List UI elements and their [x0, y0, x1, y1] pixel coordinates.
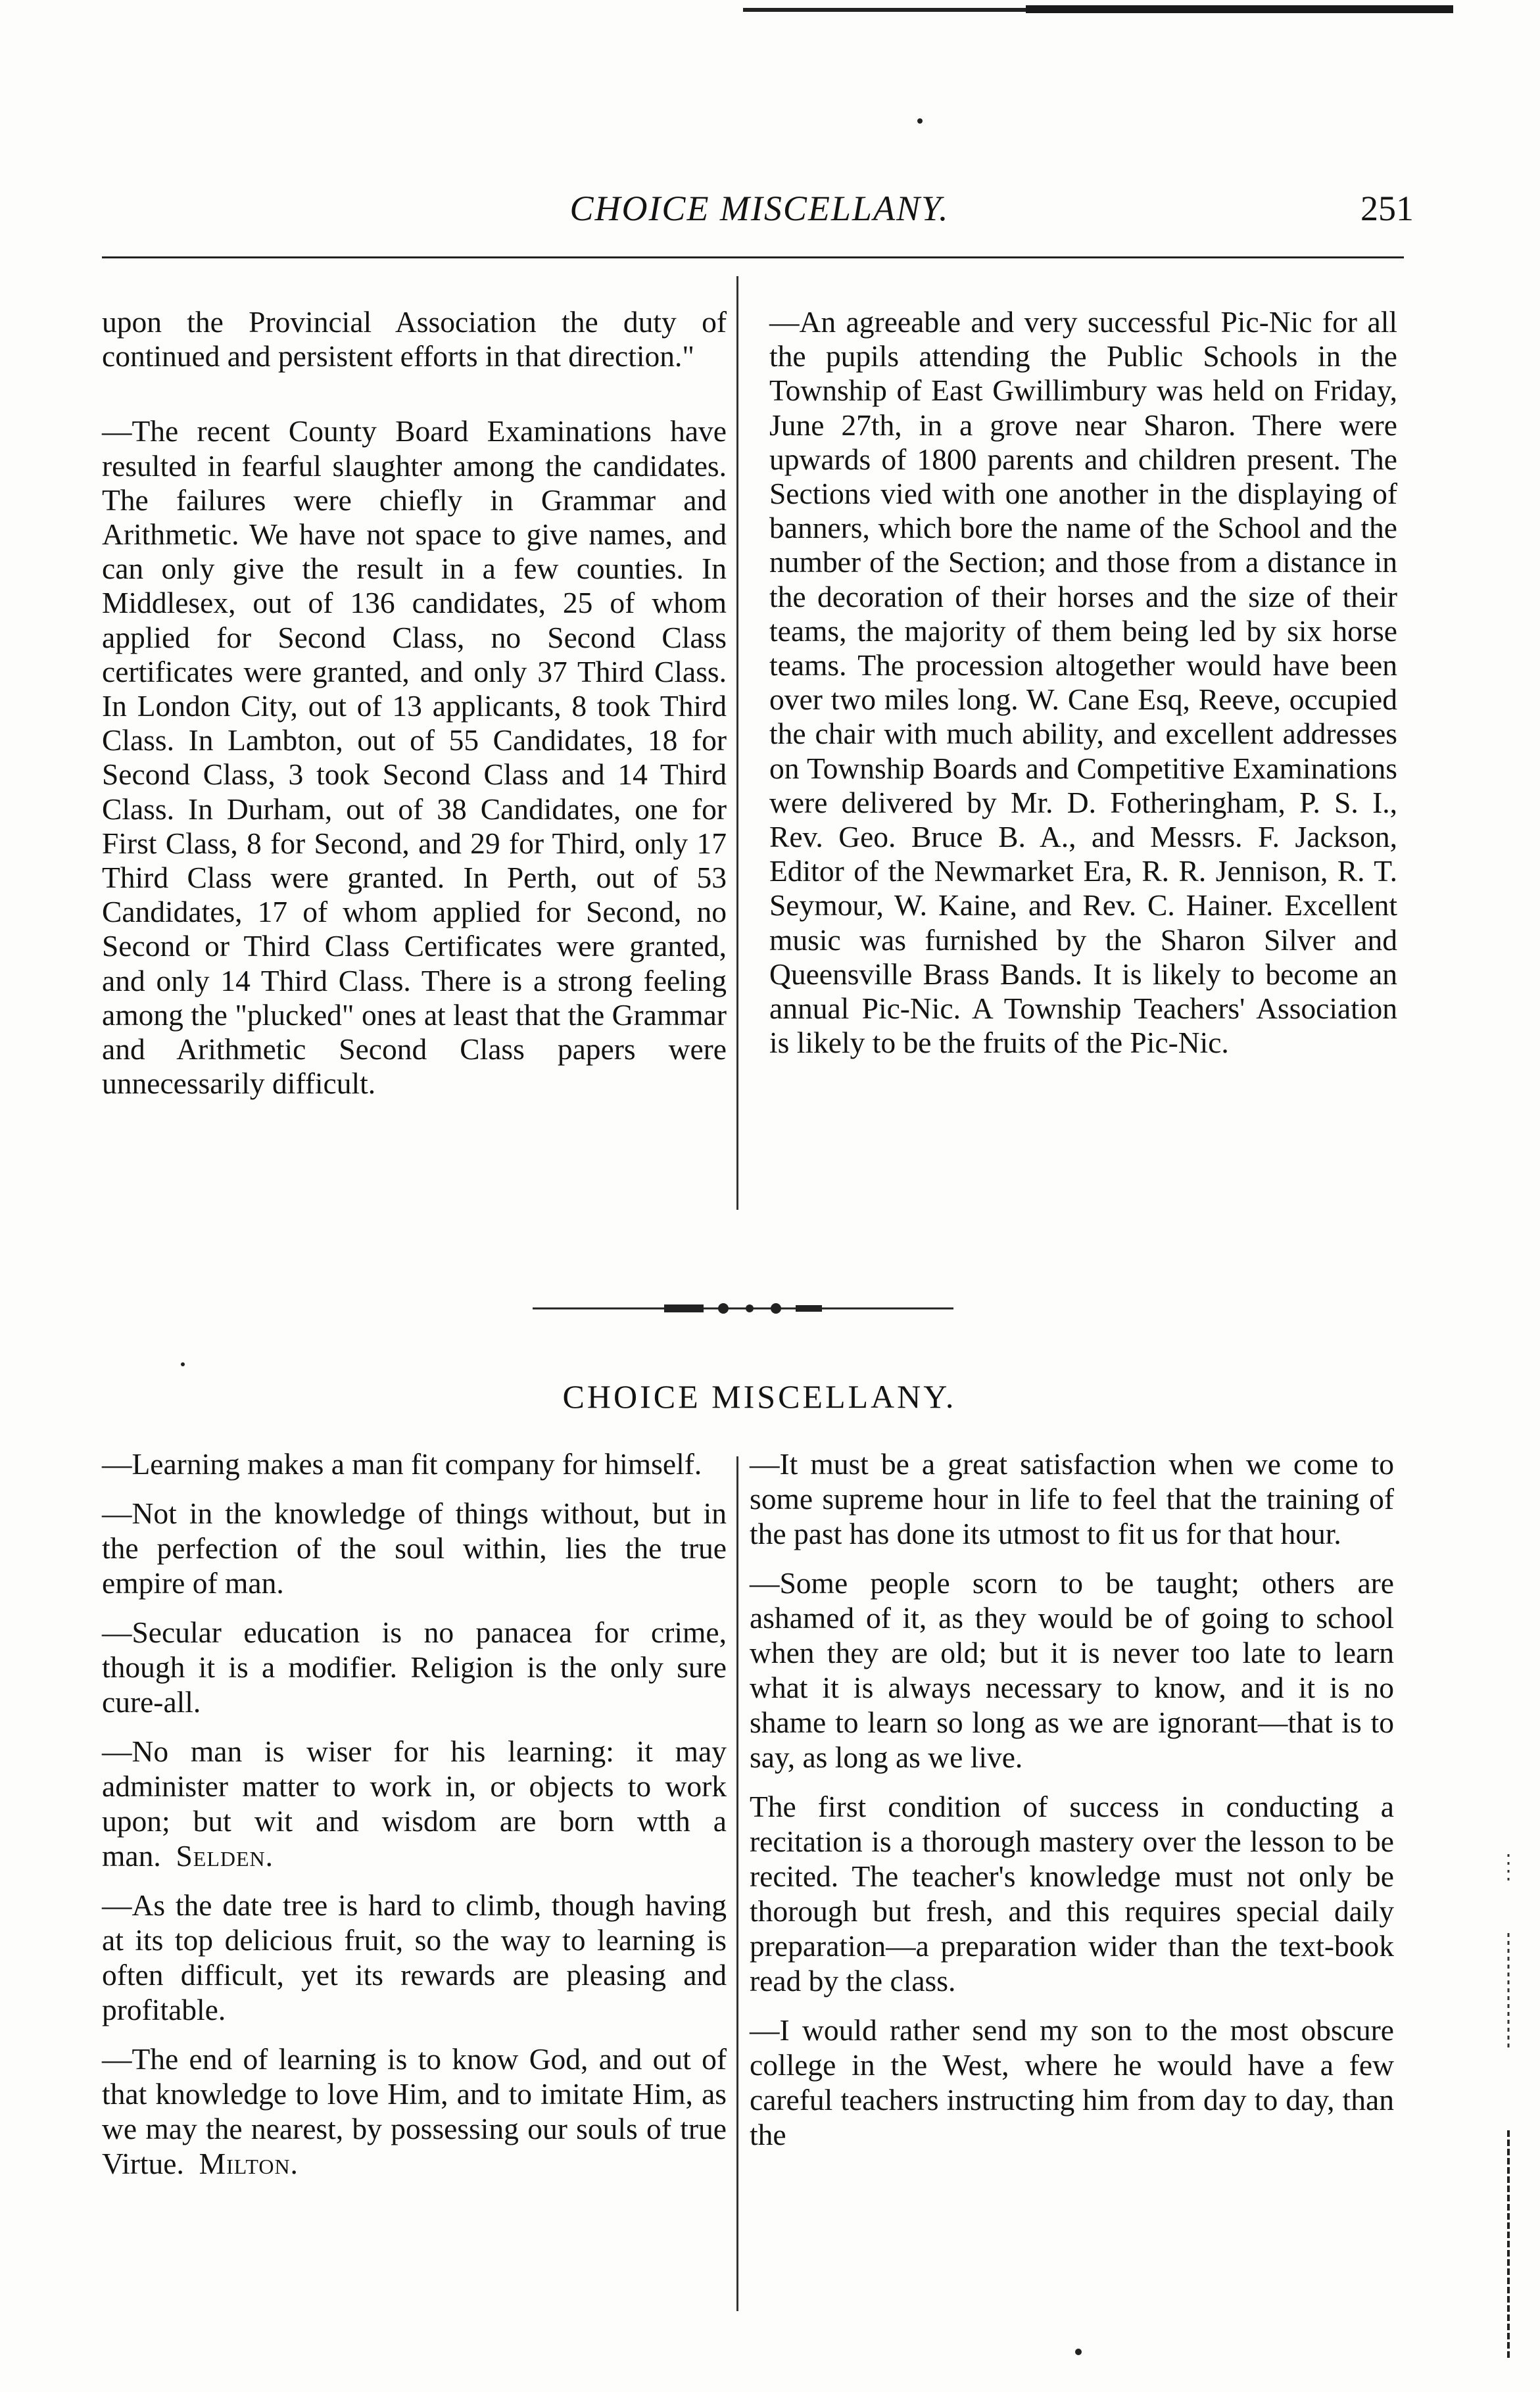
section-title: CHOICE MISCELLANY. — [562, 1378, 957, 1415]
quote-author: Selden. — [176, 1839, 274, 1873]
top-edge-rule-thick — [1026, 5, 1453, 13]
top-left-column — [102, 305, 727, 1101]
quote-item — [102, 1496, 727, 1600]
top-right-column — [769, 305, 1397, 1060]
running-head — [105, 188, 1414, 241]
speck — [1075, 2349, 1082, 2355]
quote-text: —As the date tree is hard to climb, though having at its top delicious fruit, so the way to learning is often difficult, yet its rewards are pleasing and profitable. — [102, 1888, 727, 2026]
quote-item: —I would rather send my son to the most obscure college in the West, where he would have a few careful teachers instructing him from day to day, than the — [750, 2013, 1394, 2151]
running-title: CHOICE MISCELLANY. — [569, 189, 950, 228]
column-divider — [736, 276, 738, 1210]
paragraph: —The recent County Board Examinations have resulted in fearful slaughter among the candidates. The failures were chiefly in Grammar and Arithmetic. We have not space to give names, and can only give the result in a few counties. In Middlesex, out of 136 candidates, 25 of whom applied for Second Class, no Second Class certificates were granted, and only 37 Third Class. In London City, out of 13 applicants, 8 took Third Class. In Lambton, out of 55 Candidates, 18 for Second Class, 3 took Second Class and 14 Third Class. In Durham, out of 38 Candidates, one for First Class, 8 for Second, and 29 for Third, only 17 Third Class were granted. In Perth, out of 53 Candidates, 17 of whom applied for Second, no Second or Third Class Certificates were granted, and only 14 Third Class. There is a strong feeling among the "plucked" ones at least that the Grammar and Arithmetic Second Class papers were unnecessarily difficult. — [102, 414, 727, 1101]
miscellany-left-column — [102, 1447, 727, 2195]
quote-item — [102, 1734, 727, 1873]
quote-item — [102, 1447, 727, 1481]
section-ornament — [533, 1301, 953, 1316]
quote-item: —It must be a great satisfaction when we come to some supreme hour in life to feel that the training of the past has done its utmost to fit us for that hour. — [750, 1447, 1394, 1550]
quote-item — [102, 1615, 727, 1719]
quote-item: The first condition of success in conducting a recitation is a thorough mastery over the lesson to be recited. The teacher's knowledge must not only be thorough but fresh, and this requires special daily preparation—a preparation wider than the text-book read by the class. — [750, 1790, 1394, 1997]
margin-marks — [1506, 1854, 1511, 2360]
paragraph: upon the Provincial Association the duty of continued and persistent efforts in that direction." — [102, 305, 727, 373]
quote-text: —Learning makes a man fit company for himself. — [102, 1447, 702, 1481]
column-divider — [736, 1456, 738, 2311]
quote-author: Milton. — [199, 2147, 299, 2180]
quote-item: —Some people scorn to be taught; others are ashamed of it, as they would be of going to school when they are old; but it is never too late to learn what it is always necessary to know, and it is no shame to learn so long as we are ignorant—that is to say, as long as we live. — [750, 1566, 1394, 1774]
header-rule — [102, 256, 1404, 258]
quote-text: —The end of learning is to know God, and out of that knowledge to love Him, and to imitate Him, as we may the nearest, by possessing our souls of true Virtue. — [102, 2042, 727, 2180]
quote-text: —Not in the knowledge of things without, but in the perfection of the soul within, lies the true empire of man. — [102, 1496, 727, 1600]
speck — [181, 1362, 185, 1366]
quote-text: —No man is wiser for his learning: it may administer matter to work in, or objects to work upon; but wit and wisdom are born wtth a man. — [102, 1734, 727, 1873]
quote-item — [102, 2042, 727, 2181]
page-number: 251 — [1360, 189, 1414, 228]
speck — [917, 118, 923, 124]
quote-text: —Secular education is no panacea for crime, though it is a modifier. Religion is the only sure cure-all. — [102, 1615, 727, 1719]
paragraph: —An agreeable and very successful Pic-Nic for all the pupils attending the Public Schools in the Township of East Gwillimbury was held on Friday, June 27th, in a grove near Sharon. There were upwards of 1800 parents and children present. The Sections vied with one another in the displaying of banners, which bore the name of the School and the number of the Section; and those from a distance in the decoration of their horses and the size of their teams, the majority of them being led by six horse teams. The procession altogether would have been over two miles long. W. Cane Esq, Reeve, occupied the chair with much ability, and excellent addresses on Township Boards and Competitive Examinations were delivered by Mr. D. Fotheringham, P. S. I., Rev. Geo. Bruce B. A., and Messrs. F. Jackson, Editor of the Newmarket Era, R. R. Jennison, R. T. Seymour, W. Kaine, and Rev. C. Hainer. Excellent music was furnished by the Sharon Silver and Queensville Brass Bands. It is likely to become an annual Pic-Nic. A Township Teachers' Association is likely to be the fruits of the Pic-Nic. — [769, 305, 1397, 1060]
miscellany-right-column — [750, 1447, 1394, 2166]
quote-item — [102, 1888, 727, 2027]
